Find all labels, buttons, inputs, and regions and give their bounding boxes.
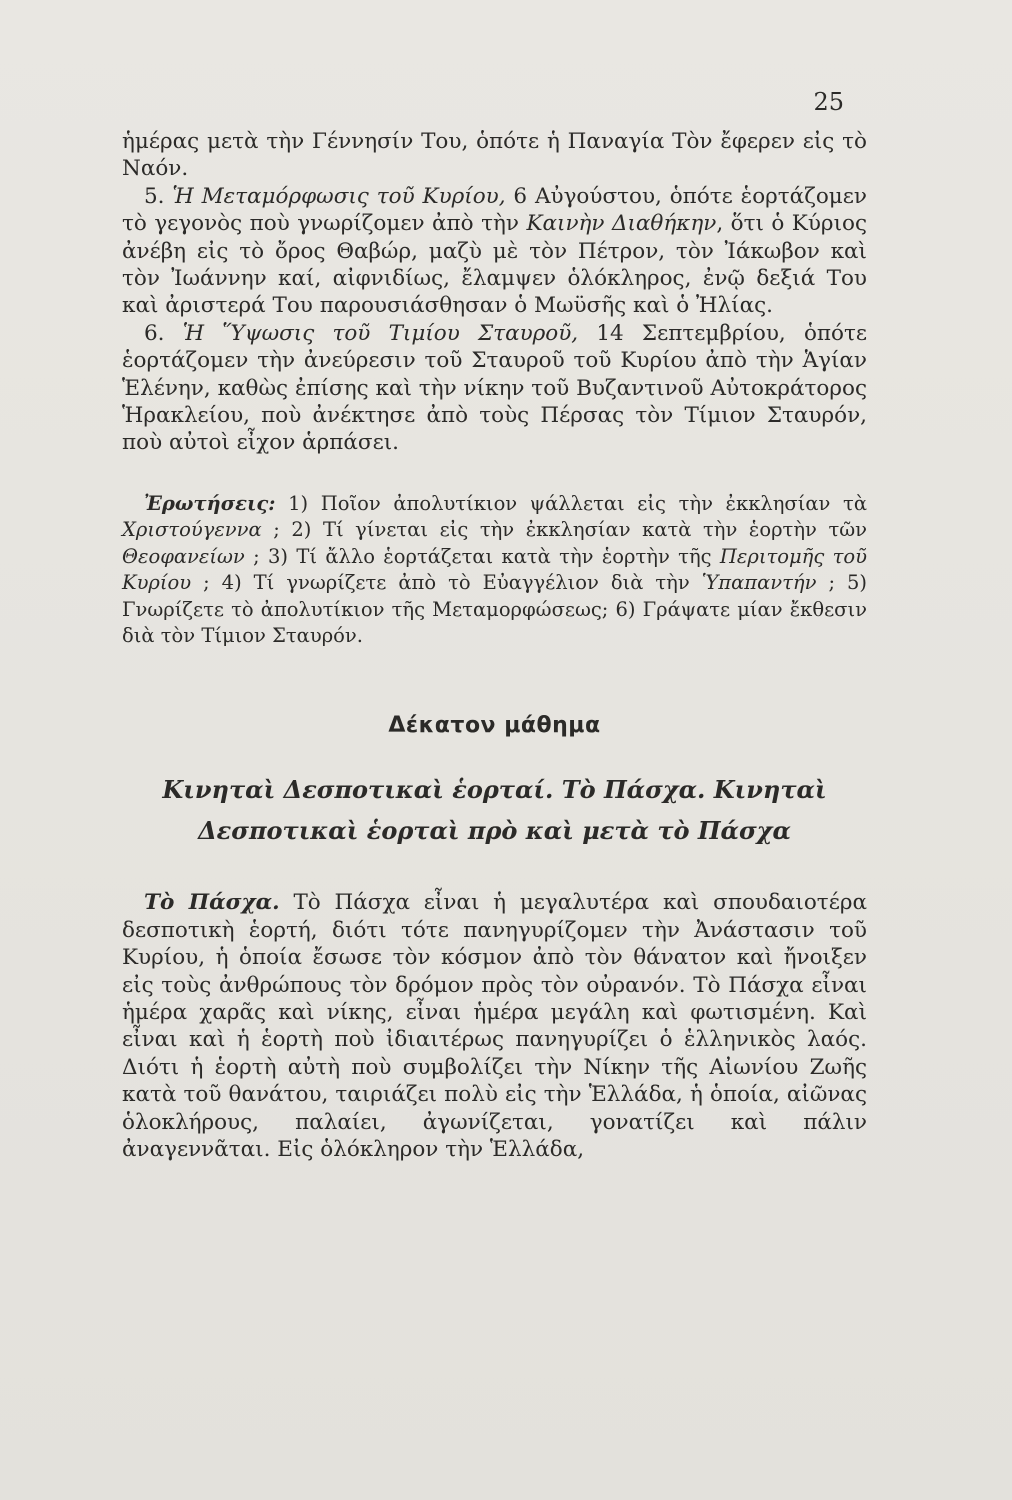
questions-5-6: ; 5) Γνωρίζετε τὸ ἀπολυτίκιον τῆς Μεταμορφώσεως; 6) Γράψατε μίαν ἔκθεσιν διὰ τὸν Τίμιον Σταυρόν.: [122, 571, 868, 648]
item-5-number: 5.: [144, 183, 165, 209]
question-4: ; 4) Τί γνωρίζετε ἀπὸ τὸ Εὐαγγέλιον διὰ τὴν: [191, 571, 702, 595]
questions-label: Ἐρωτήσεις:: [144, 491, 276, 515]
page-content: [122, 128, 867, 1163]
item-6-title: Ἡ Ὕψωσις τοῦ Τιμίου Σταυροῦ,: [182, 320, 579, 346]
item-6-number: 6.: [144, 320, 165, 346]
question-1: 1) Ποῖον ἀπολυτίκιον ψάλλεται εἰς τὴν ἐκκλησίαν τὰ: [275, 491, 867, 515]
lesson-heading: Δέκατον μάθημα: [388, 712, 601, 738]
question-3: ; 3) Τί ἄλλο ἑορτάζεται κατὰ τὴν ἑορτὴν τῆς: [244, 544, 720, 568]
lesson-title: [122, 769, 867, 851]
item-6-text: 14 Σεπτεμβρίου, ὁπότε ἑορτάζομεν τὴν ἀνεύρεσιν τοῦ Σταυροῦ τοῦ Κυρίου ἀπὸ τὴν Ἁγίαν Ἑλένην, καθὼς ἐπίσης καὶ τὴν νίκην τοῦ Βυζαντινοῦ Αὐτοκράτορος Ἡρακλείου, ποὺ ἀνέκτησε ἀπὸ τοὺς Πέρσας τὸν Τίμιον Σταυρόν, ποὺ αὐτοὶ εἶχον ἁρπάσει.: [122, 320, 867, 456]
question-4-term: Ὑπαπαντήν: [701, 571, 817, 595]
paragraph-item-5: [122, 183, 867, 320]
questions-paragraph: [122, 491, 867, 650]
question-1-term: Χριστούγεννα: [122, 518, 262, 542]
item-5-book: Καινὴν Διαθήκην: [526, 211, 717, 237]
paragraph-item-6: [122, 320, 867, 457]
pascha-lead: Τὸ Πάσχα.: [144, 890, 280, 916]
lesson-title-line-1: Κινηταὶ Δεσποτικαὶ ἑορταί. Τὸ Πάσχα. Κινηταὶ: [162, 775, 827, 805]
pascha-paragraph: [122, 889, 867, 1163]
question-3-term: Περιτομῆς τοῦ Κυρίου: [122, 544, 868, 595]
lesson-title-line-2: Δεσποτικαὶ ἑορταὶ πρὸ καὶ μετὰ τὸ Πάσχα: [198, 816, 791, 846]
page-number: 25: [813, 88, 844, 116]
pascha-text: Τὸ Πάσχα εἶναι ἡ μεγαλυτέρα καὶ σπουδαιοτέρα δεσποτικὴ ἑορτή, διότι τότε πανηγυρίζομεν τὴν Ἀνάστασιν τοῦ Κυρίου, ἡ ὁποία ἔσωσε τὸν κόσμον ἀπὸ τὸν θάνατον καὶ ἤνοιξεν εἰς τοὺς ἀνθρώπους τὸν δρόμον πρὸς τὸν οὐρανόν. Τὸ Πάσχα εἶναι ἡμέρα χαρᾶς καὶ νίκης, εἶναι ἡμέρα μεγάλη καὶ φωτισμένη. Καὶ εἶναι καὶ ἡ ἑορτὴ ποὺ ἰδιαιτέρως πανηγυρίζει ὁ ἑλληνικὸς λαός. Διότι ἡ ἑορτὴ αὐτὴ ποὺ συμβολίζει τὴν Νίκην τῆς Αἰωνίου Ζωῆς κατὰ τοῦ θανάτου, ταιριάζει πολὺ εἰς τὴν Ἑλλάδα, ἡ ὁποία, αἰῶνας ὁλοκλήρους, παλαίει, ἀγωνίζεται, γονατίζει καὶ πάλιν ἀναγεννᾶται. Εἰς ὁλόκληρον τὴν Ἑλλάδα,: [122, 890, 867, 1162]
item-5-text-b: , ὅτι ὁ Κύριος ἀνέβη εἰς τὸ ὄρος Θαβώρ, μαζὺ μὲ τὸν Πέτρον, τὸν Ἰάκωβον καὶ τὸν Ἰωάννην καί, αἰφνιδίως, ἔλαμψεν ὁλόκληρος, ἐνῷ δεξιά Του καὶ ἀριστερά Του παρουσιάσθησαν ὁ Μωϋσῆς καὶ ὁ Ἠλίας.: [122, 211, 867, 319]
intro-paragraph: ἡμέρας μετὰ τὴν Γέννησίν Του, ὁπότε ἡ Παναγία Τὸν ἔφερεν εἰς τὸ Ναόν.: [122, 129, 867, 182]
question-2-term: Θεοφανείων: [122, 544, 245, 568]
question-2: ; 2) Τί γίνεται εἰς τὴν ἐκκλησίαν κατὰ τὴν ἑορτὴν τῶν: [261, 518, 867, 542]
item-5-text-a: 6 Αὐγούστου, ὁπότε ἑορτάζομεν τὸ γεγονὸς ποὺ γνωρίζομεν ἀπὸ τὴν: [122, 183, 867, 237]
item-5-title: Ἡ Μεταμόρφωσις τοῦ Κυρίου,: [172, 183, 506, 209]
